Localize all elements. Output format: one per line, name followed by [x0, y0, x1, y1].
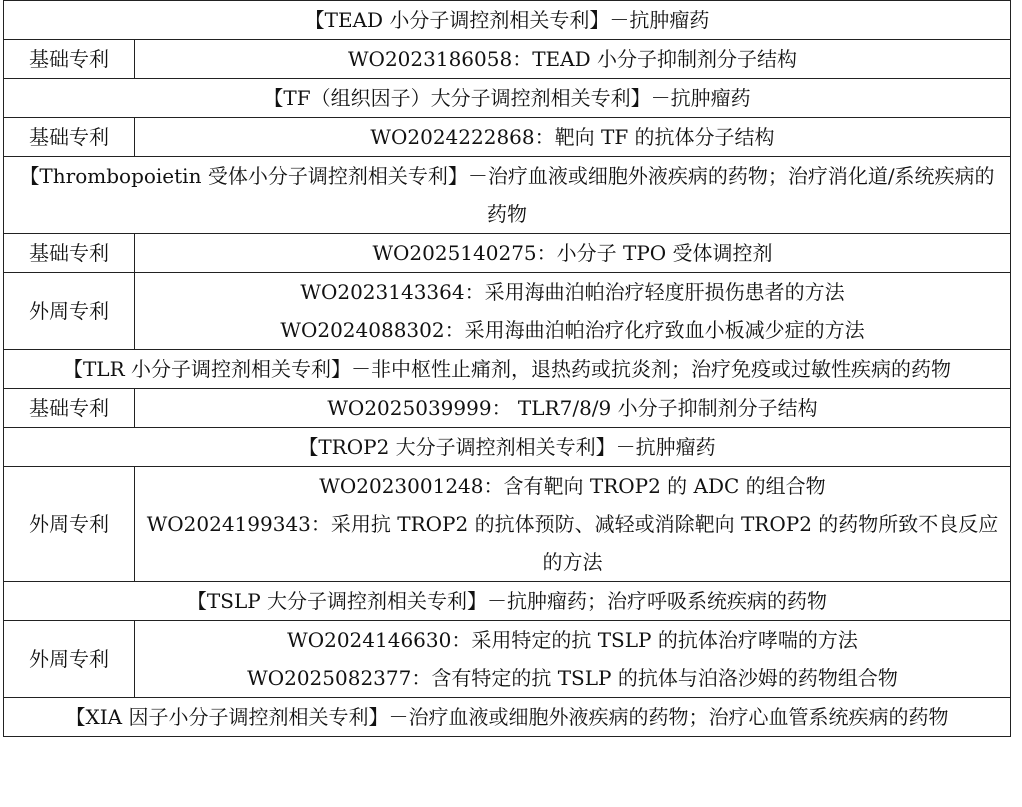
patent-row: [4, 621, 1011, 698]
section-header-row: [4, 79, 1011, 118]
patent-row: [4, 389, 1011, 428]
patent-table: [3, 0, 1011, 737]
patent-row: [4, 118, 1011, 157]
section-header-row: [4, 582, 1011, 621]
patent-entry: WO2025140275：小分子 TPO 受体调控剂: [372, 241, 773, 265]
patent-entries: [135, 234, 1011, 273]
patent-entry: WO2025082377：含有特定的抗 TSLP 的抗体与泊洛沙姆的药物组合物: [247, 666, 898, 690]
patent-entries: [135, 389, 1011, 428]
patent-category-label: 基础专利: [4, 234, 135, 273]
patent-entry: WO2024088302：采用海曲泊帕治疗化疗致血小板减少症的方法: [280, 318, 865, 342]
section-header: 【TEAD 小分子调控剂相关专利】－抗肿瘤药: [4, 1, 1011, 40]
patent-row: [4, 234, 1011, 273]
section-header: 【XIA 因子小分子调控剂相关专利】－治疗血液或细胞外液疾病的药物；治疗心血管系统疾病的药物: [4, 698, 1011, 737]
section-header-row: [4, 1, 1011, 40]
patent-entry: WO2024222868：靶向 TF 的抗体分子结构: [370, 125, 775, 149]
section-header-row: [4, 428, 1011, 467]
patent-row: [4, 467, 1011, 582]
section-header: 【Thrombopoietin 受体小分子调控剂相关专利】－治疗血液或细胞外液疾病的药物；治疗消化道/系统疾病的药物: [4, 157, 1011, 234]
section-header-row: [4, 157, 1011, 234]
section-header: 【TF（组织因子）大分子调控剂相关专利】－抗肿瘤药: [4, 79, 1011, 118]
patent-entry: WO2024199343：采用抗 TROP2 的抗体预防、减轻或消除靶向 TROP2 的药物所致不良反应的方法: [146, 512, 999, 574]
section-header: 【TSLP 大分子调控剂相关专利】－抗肿瘤药；治疗呼吸系统疾病的药物: [4, 582, 1011, 621]
patent-table-body: [4, 1, 1011, 737]
section-header-row: [4, 698, 1011, 737]
patent-entries: [135, 621, 1011, 698]
patent-category-label: 基础专利: [4, 40, 135, 79]
section-header-row: [4, 350, 1011, 389]
patent-row: [4, 40, 1011, 79]
patent-category-label: 基础专利: [4, 118, 135, 157]
patent-entries: [135, 118, 1011, 157]
section-header: 【TROP2 大分子调控剂相关专利】－抗肿瘤药: [4, 428, 1011, 467]
patent-entry: WO2023143364：采用海曲泊帕治疗轻度肝损伤患者的方法: [300, 280, 845, 304]
patent-entry: WO2023001248：含有靶向 TROP2 的 ADC 的组合物: [319, 474, 826, 498]
patent-category-label: 外周专利: [4, 621, 135, 698]
patent-entries: [135, 273, 1011, 350]
patent-category-label: 外周专利: [4, 273, 135, 350]
section-header: 【TLR 小分子调控剂相关专利】－非中枢性止痛剂，退热药或抗炎剂；治疗免疫或过敏性疾病的药物: [4, 350, 1011, 389]
patent-entries: [135, 40, 1011, 79]
patent-category-label: 基础专利: [4, 389, 135, 428]
patent-row: [4, 273, 1011, 350]
patent-entries: [135, 467, 1011, 582]
patent-category-label: 外周专利: [4, 467, 135, 582]
patent-entry: WO2024146630：采用特定的抗 TSLP 的抗体治疗哮喘的方法: [287, 628, 858, 652]
patent-entry: WO2025039999： TLR7/8/9 小分子抑制剂分子结构: [327, 396, 818, 420]
patent-entry: WO2023186058：TEAD 小分子抑制剂分子结构: [348, 47, 797, 71]
